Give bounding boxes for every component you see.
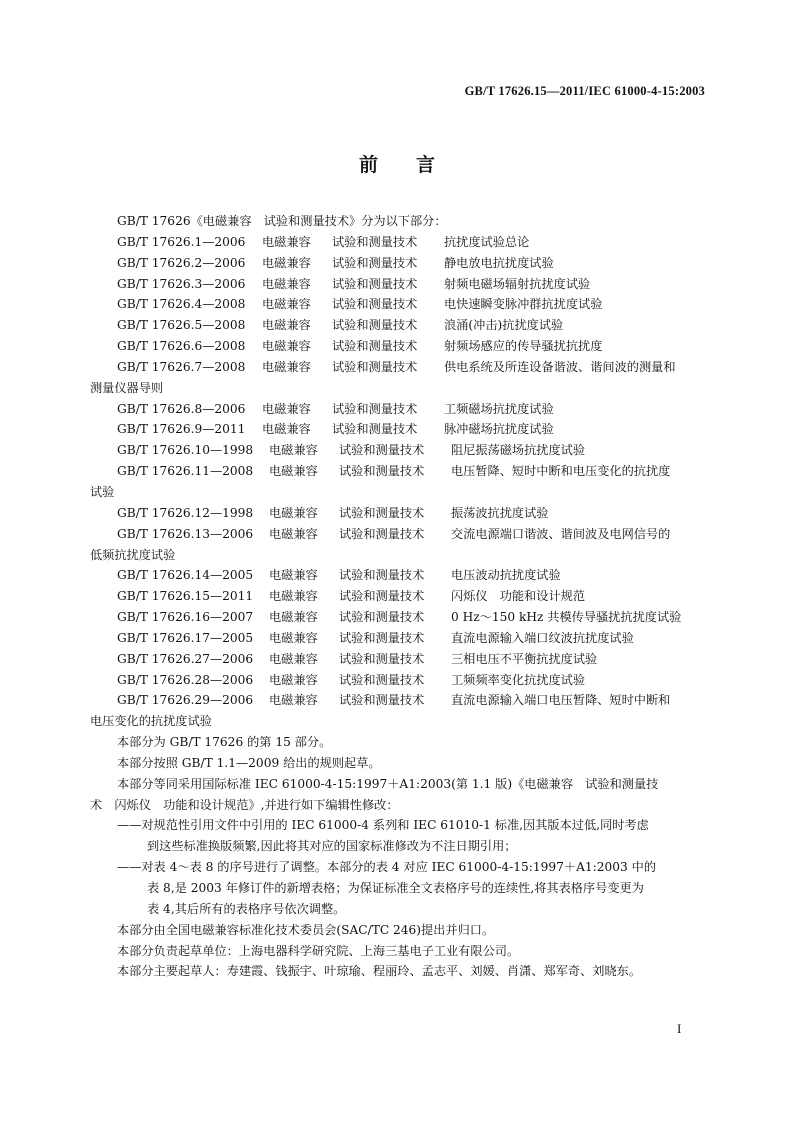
part-series: 试验和测量技术 [339, 505, 425, 520]
intro-paragraph: GB/T 17626《电磁兼容 试验和测量技术》分为以下部分： [117, 214, 447, 228]
part-series: 试验和测量技术 [339, 568, 425, 583]
part-category: 电磁兼容 [269, 651, 318, 666]
part-category: 电磁兼容 [269, 589, 318, 604]
part-entry [90, 586, 707, 607]
part-title: 电压暂降、短时中断和电压变化的抗扰度 [451, 464, 671, 479]
part-title: 闪烁仪 功能和设计规范 [451, 589, 586, 604]
part-category: 电磁兼容 [262, 255, 311, 270]
part-code: GB/T 17626.2—2006 [117, 255, 246, 270]
part-code: GB/T 17626.12—1998 [117, 505, 254, 520]
part-code: GB/T 17626.11—2008 [117, 464, 254, 479]
part-title: 交流电源端口谐波、谐间波及电网信号的 [451, 526, 671, 541]
part-category: 电磁兼容 [269, 505, 318, 520]
part-entry [90, 315, 707, 336]
part-entry [90, 461, 707, 482]
part-code: GB/T 17626.28—2006 [117, 672, 254, 687]
part-title: 供电系统及所连设备谐波、谐间波的测量和 [444, 359, 676, 374]
part-title: 电快速瞬变脉冲群抗扰度试验 [444, 297, 603, 312]
part-category: 电磁兼容 [262, 318, 311, 333]
part-category: 电磁兼容 [269, 464, 318, 479]
equivalence-paragraph-line2: 术 闪烁仪 功能和设计规范》,并进行如下编辑性修改： [90, 797, 399, 812]
part-title: 0 Hz～150 kHz 共模传导骚扰抗扰度试验 [451, 610, 682, 625]
modification-item-2-line3: 表 4,其后所有的表格序号依次调整。 [147, 901, 346, 916]
part-series: 试验和测量技术 [332, 318, 418, 333]
part-entry [90, 399, 707, 420]
part-entry [90, 503, 707, 524]
part-category: 电磁兼容 [262, 276, 311, 291]
modification-item-1-line2: 到这些标准换版频繁,因此将其对应的国家标准修改为不注日期引用； [147, 839, 517, 854]
drafters-paragraph: 本部分主要起草人：寿建霞、钱振宇、叶琼瑜、程丽玲、孟志平、刘媛、肖潇、郑军奇、刘晓东。 [117, 964, 642, 979]
proposed-by-paragraph: 本部分由全国电磁兼容标准化技术委员会(SAC/TC 246)提出并归口。 [117, 922, 495, 937]
drafting-units-paragraph: 本部分负责起草单位：上海电器科学研究院、上海三基电子工业有限公司。 [117, 943, 520, 958]
part-category: 电磁兼容 [269, 693, 318, 708]
part-entry [90, 628, 707, 649]
part-series: 试验和测量技术 [332, 276, 418, 291]
part-series: 试验和测量技术 [332, 234, 418, 249]
part-category: 电磁兼容 [262, 401, 311, 416]
part-entry [90, 419, 707, 440]
part-code: GB/T 17626.4—2008 [117, 297, 246, 312]
part-series: 试验和测量技术 [339, 464, 425, 479]
part-title: 脉冲磁场抗扰度试验 [444, 422, 554, 437]
part-entry [90, 336, 707, 357]
part-title: 直流电源输入端口电压暂降、短时中断和 [451, 693, 671, 708]
part-entry [90, 357, 707, 378]
part-series: 试验和测量技术 [339, 630, 425, 645]
part-entry [90, 253, 707, 274]
part-series: 试验和测量技术 [332, 401, 418, 416]
part-title-continuation: 低频抗扰度试验 [90, 547, 176, 562]
part15-paragraph: 本部分为 GB/T 17626 的第 15 部分。 [117, 735, 332, 750]
part-entry [90, 670, 707, 691]
part-series: 试验和测量技术 [339, 589, 425, 604]
part-entry [90, 649, 707, 670]
part-category: 电磁兼容 [269, 630, 318, 645]
part-series: 试验和测量技术 [332, 422, 418, 437]
part-entry [90, 232, 707, 253]
part-title-continuation: 电压变化的抗扰度试验 [90, 714, 212, 729]
part-entry [90, 690, 707, 711]
part-code: GB/T 17626.8—2006 [117, 401, 246, 416]
part-title-continuation: 测量仪器导则 [90, 380, 164, 395]
part-category: 电磁兼容 [269, 610, 318, 625]
part-code: GB/T 17626.14—2005 [117, 568, 254, 583]
part-entry [90, 565, 707, 586]
part-category: 电磁兼容 [269, 526, 318, 541]
part-series: 试验和测量技术 [332, 255, 418, 270]
part-code: GB/T 17626.27—2006 [117, 651, 254, 666]
part-series: 试验和测量技术 [332, 339, 418, 354]
part-title: 静电放电抗扰度试验 [444, 255, 554, 270]
part-title: 抗扰度试验总论 [444, 234, 530, 249]
part-code: GB/T 17626.1—2006 [117, 234, 246, 249]
part-code: GB/T 17626.3—2006 [117, 276, 246, 291]
page-number: I [677, 1021, 682, 1036]
part-series: 试验和测量技术 [339, 693, 425, 708]
rules-paragraph: 本部分按照 GB/T 1.1—2009 给出的规则起草。 [117, 755, 381, 770]
part-entry [90, 440, 707, 461]
part-title: 浪涌(冲击)抗扰度试验 [444, 318, 564, 333]
part-title-continuation: 试验 [90, 484, 115, 499]
part-category: 电磁兼容 [269, 443, 318, 458]
part-series: 试验和测量技术 [339, 651, 425, 666]
part-title: 电压波动抗扰度试验 [451, 568, 561, 583]
part-category: 电磁兼容 [262, 339, 311, 354]
part-entry [90, 274, 707, 295]
part-title: 直流电源输入端口纹波抗扰度试验 [451, 630, 634, 645]
part-code: GB/T 17626.10—1998 [117, 443, 254, 458]
part-series: 试验和测量技术 [339, 526, 425, 541]
part-code: GB/T 17626.5—2008 [117, 318, 246, 333]
part-title: 阻尼振荡磁场抗扰度试验 [451, 443, 586, 458]
part-code: GB/T 17626.15—2011 [117, 589, 254, 604]
parts-list [90, 232, 707, 732]
part-series: 试验和测量技术 [332, 297, 418, 312]
part-code: GB/T 17626.6—2008 [117, 339, 246, 354]
part-code: GB/T 17626.9—2011 [117, 422, 246, 437]
part-category: 电磁兼容 [262, 359, 311, 374]
part-title: 工频频率变化抗扰度试验 [451, 672, 586, 687]
part-series: 试验和测量技术 [339, 610, 425, 625]
part-series: 试验和测量技术 [339, 443, 425, 458]
part-title: 三相电压不平衡抗扰度试验 [451, 651, 598, 666]
part-code: GB/T 17626.16—2007 [117, 610, 254, 625]
part-code: GB/T 17626.29—2006 [117, 693, 254, 708]
part-category: 电磁兼容 [262, 234, 311, 249]
part-series: 试验和测量技术 [332, 359, 418, 374]
modification-item-2-line2: 表 8,是 2003 年修订件的新增表格；为保证标准全文表格序号的连续性,将其表格序号变更为 [147, 881, 644, 895]
part-title: 振荡波抗扰度试验 [451, 505, 549, 520]
part-category: 电磁兼容 [262, 422, 311, 437]
part-code: GB/T 17626.7—2008 [117, 359, 246, 374]
part-title: 工频磁场抗扰度试验 [444, 401, 554, 416]
modification-item-1-line1: ——对规范性引用文件中引用的 IEC 61000-4 系列和 IEC 61010-1 标准,因其版本过低,同时考虑 [117, 818, 649, 833]
part-code: GB/T 17626.13—2006 [117, 526, 254, 541]
foreword-body [90, 211, 707, 982]
part-entry [90, 607, 707, 628]
part-category: 电磁兼容 [269, 672, 318, 687]
part-series: 试验和测量技术 [339, 672, 425, 687]
equivalence-paragraph-line1: 本部分等同采用国际标准 IEC 61000-4-15:1997＋A1:2003(第 1.1 版)《电磁兼容 试验和测量技 [117, 776, 659, 791]
modification-item-2-line1: ——对表 4～表 8 的序号进行了调整。本部分的表 4 对应 IEC 61000-4-15:1997＋A1:2003 中的 [117, 860, 657, 875]
part-title: 射频电磁场辐射抗扰度试验 [444, 276, 591, 291]
standard-code-header: GB/T 17626.15—2011/IEC 61000-4-15:2003 [464, 84, 705, 98]
part-category: 电磁兼容 [269, 568, 318, 583]
part-title: 射频场感应的传导骚扰抗扰度 [444, 339, 603, 354]
page-title: 前言 [358, 154, 473, 176]
part-entry [90, 294, 707, 315]
part-code: GB/T 17626.17—2005 [117, 630, 254, 645]
part-entry [90, 524, 707, 545]
part-category: 电磁兼容 [262, 297, 311, 312]
